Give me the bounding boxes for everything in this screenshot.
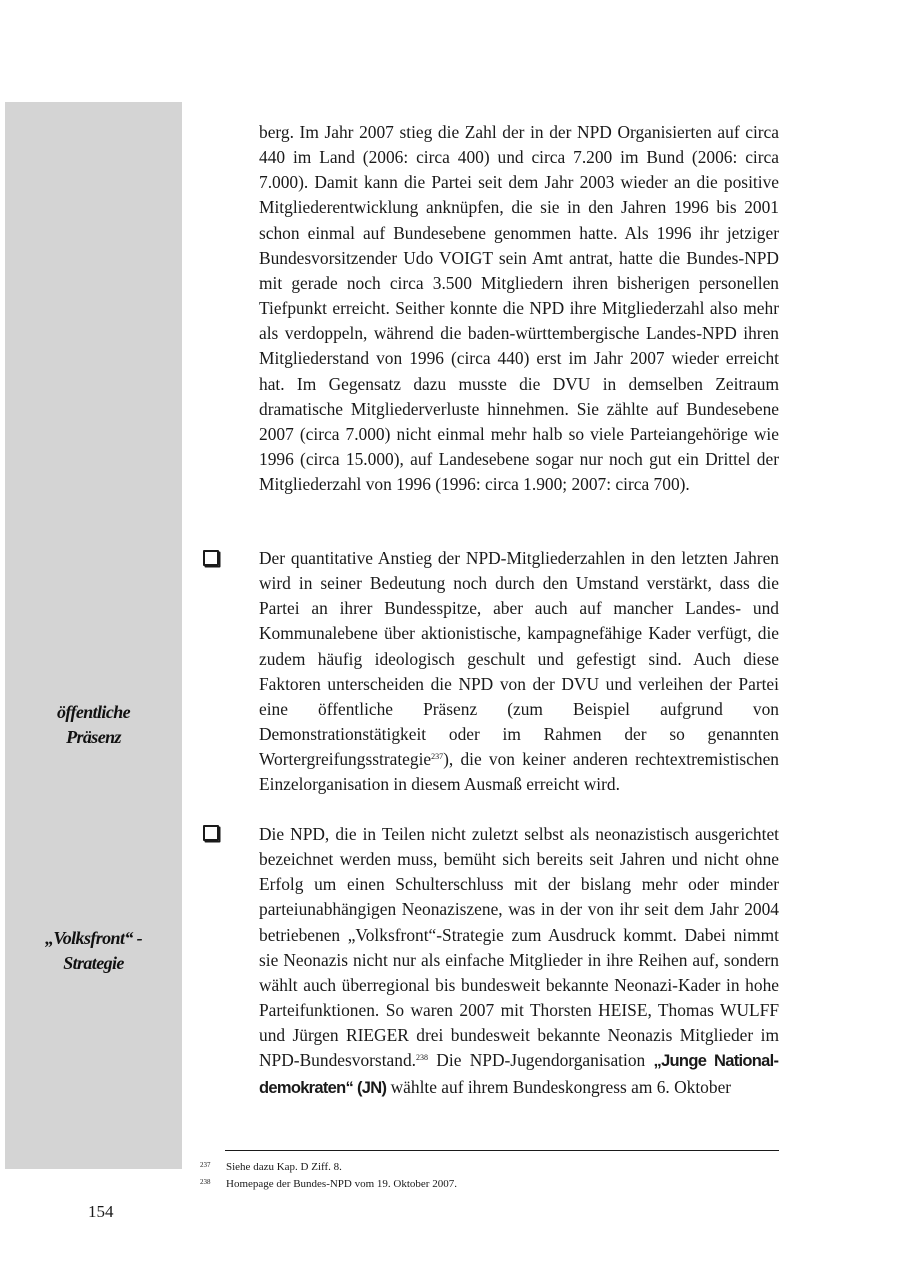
bullet-checkbox-icon (203, 825, 219, 841)
paragraph-text: wählte auf ihrem Bundeskongress am 6. Oktober (386, 1076, 732, 1097)
footnote (200, 1157, 342, 1175)
footnote-number: 237 (200, 1161, 211, 1169)
margin-note-public-presence (5, 700, 182, 750)
margin-note-line: Präsenz (66, 727, 121, 747)
organization-name: „Junge Nationaldemokraten“ (JN) (259, 1052, 780, 1097)
page-number: 154 (88, 1202, 114, 1221)
footnote-reference: 237 (431, 752, 444, 762)
margin-note-line: Strategie (63, 953, 124, 973)
margin-note-line: öffentliche (56, 702, 131, 722)
paragraph-public-presence (259, 546, 779, 798)
footnote-text: Siehe dazu Kap. D Ziff. 8. (226, 1161, 342, 1173)
paragraph-text: Die NPD, die in Teilen nicht zuletzt selbst als neonazistisch ausgerichtet bezeichnet werden muss, bemüht sich bereits seit Jahren und nicht ohne Erfolg um einen Schulterschluss mit der bislang mehr oder minder parteiunabhängigen Neonaziszene, was in der von ihr seit dem Jahr 2004 betriebenen „Volksfront“-Strategie zum Ausdruck kommt. Dabei nimmt sie Neonazis nicht nur als einfache Mitglieder in ihre Reihen auf, sondern wählt auch überregional bis bundesweit bekannte Neonazi-Kader in hohe Parteifunktionen. So waren 2007 mit Thorsten HEISE, Thomas WULFF und Jürgen RIEGER drei bundesweit bekannte Neonazis Mitglieder im NPD-Bundesvorstand. (259, 824, 779, 1071)
paragraph-text: ), die von keiner anderen rechtextremistischen Einzelorganisation in diesem Ausmaß erreicht wird. (259, 749, 779, 795)
footnote-number: 238 (200, 1178, 211, 1186)
paragraph-text: Die NPD-Jugendorganisation (428, 1050, 654, 1071)
paragraph-membership-development: berg. Im Jahr 2007 stieg die Zahl der in der NPD Organisierten auf circa 440 im Land (2006: circa 400) und circa 7.200 im Bund (2006: circa 7.000). Damit kann die Partei seit dem Jahr 2003 wieder an die positive Mitgliederentwicklung anknüpfen, die sie in den Jahren 1996 bis 2001 schon einmal auf Bundesebene genommen hatte. Als 1996 ihr jetziger Bundesvorsitzender Udo VOIGT sein Amt antrat, hatte die Bundes-NPD mit gerade noch circa 3.500 Mitgliedern ihren bisherigen personellen Tiefpunkt erreicht. Seither konnte die NPD ihre Mitgliederzahl also mehr als verdoppeln, während die baden-württembergische Landes-NPD ihren Mitgliederstand von 1996 (circa 440) erst im Jahr 2007 wieder erreicht hat. Im Gegensatz dazu musste die DVU in demselben Zeitraum dramatische Mitgliederverluste hinnehmen. Sie zählte auf Bundesebene 2007 (circa 7.000) nicht einmal mehr halb so viele Parteiangehörige wie 1996 (circa 15.000), auf Landesebene sogar nur noch gut ein Drittel der Mitgliederzahl von 1996 (1996: circa 1.900; 2007: circa 700). (259, 122, 779, 495)
margin-sidebar (5, 102, 182, 1169)
footnote-reference: 238 (416, 1053, 428, 1063)
paragraph-volksfront-strategy (259, 822, 779, 1101)
footnote-divider (225, 1150, 779, 1151)
margin-note-volksfront-strategy (5, 926, 182, 976)
bullet-checkbox-icon (203, 550, 219, 566)
footnote (200, 1174, 457, 1192)
footnote-text: Homepage der Bundes-NPD vom 19. Oktober 2007. (226, 1178, 457, 1190)
paragraph-text: Der quantitative Anstieg der NPD-Mitgliederzahlen in den letzten Jahren wird in seiner Bedeutung noch durch den Umstand verstärkt, dass die Partei an ihrer Bundesspitze, aber auch auf mancher Landes- und Kommunalebene über aktionistische, kampagnefähige Kader verfügt, die zudem häufig ideologisch geschult und gefestigt sind. Auch diese Faktoren unterscheiden die NPD von der DVU und verleihen der Partei eine öffentliche Präsenz (zum Beispiel aufgrund von Demonstrationstätigkeit oder im Rahmen der so genannten Wortergreifungsstrategie (259, 548, 779, 770)
margin-note-line: „Volksfront“ - (44, 928, 143, 948)
